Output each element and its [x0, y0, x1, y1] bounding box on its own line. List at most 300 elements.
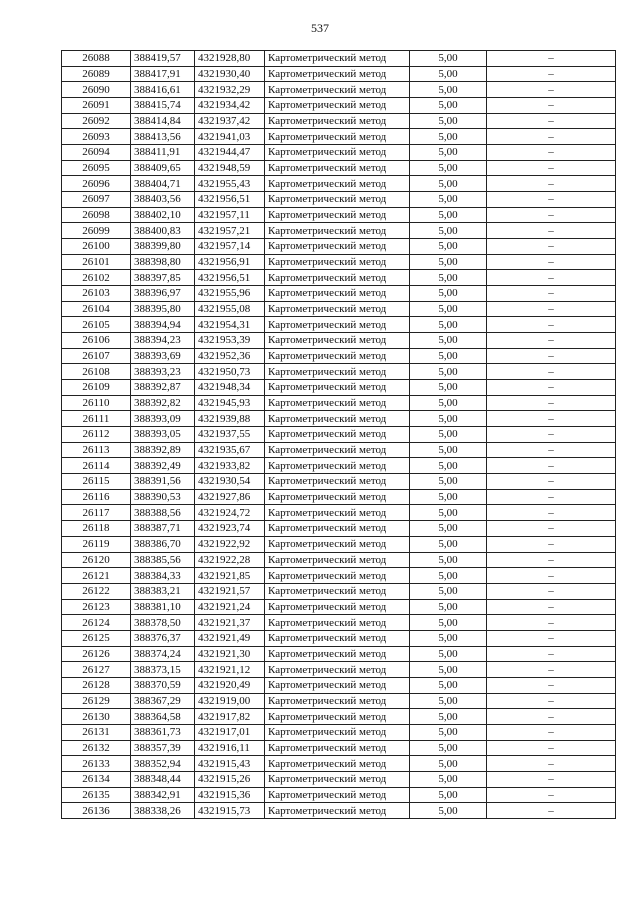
y-coordinate-cell: 4321950,73 — [195, 364, 265, 380]
table-row — [62, 615, 616, 631]
accuracy-cell: 5,00 — [410, 411, 487, 427]
method-cell: Картометрический метод — [265, 223, 410, 239]
point-number-cell: 26095 — [62, 160, 131, 176]
table-row — [62, 380, 616, 396]
table-row — [62, 505, 616, 521]
table-row — [62, 254, 616, 270]
accuracy-cell: 5,00 — [410, 66, 487, 82]
point-number-cell: 26097 — [62, 192, 131, 208]
note-cell: – — [487, 505, 616, 521]
y-coordinate-cell: 4321921,30 — [195, 646, 265, 662]
x-coordinate-cell: 388342,91 — [131, 787, 195, 803]
accuracy-cell: 5,00 — [410, 176, 487, 192]
table-row — [62, 442, 616, 458]
table-row — [62, 427, 616, 443]
point-number-cell: 26103 — [62, 286, 131, 302]
x-coordinate-cell: 388394,23 — [131, 333, 195, 349]
point-number-cell: 26096 — [62, 176, 131, 192]
method-cell: Картометрический метод — [265, 317, 410, 333]
table-row — [62, 239, 616, 255]
method-cell: Картометрический метод — [265, 239, 410, 255]
table-row — [62, 583, 616, 599]
table-row — [62, 709, 616, 725]
x-coordinate-cell: 388385,56 — [131, 552, 195, 568]
point-number-cell: 26127 — [62, 662, 131, 678]
note-cell: – — [487, 599, 616, 615]
y-coordinate-cell: 4321934,42 — [195, 98, 265, 114]
point-number-cell: 26120 — [62, 552, 131, 568]
point-number-cell: 26115 — [62, 474, 131, 490]
x-coordinate-cell: 388394,94 — [131, 317, 195, 333]
method-cell: Картометрический метод — [265, 98, 410, 114]
note-cell: – — [487, 98, 616, 114]
x-coordinate-cell: 388387,71 — [131, 521, 195, 537]
y-coordinate-cell: 4321921,49 — [195, 630, 265, 646]
x-coordinate-cell: 388414,84 — [131, 113, 195, 129]
table-row — [62, 458, 616, 474]
table-row — [62, 536, 616, 552]
point-number-cell: 26090 — [62, 82, 131, 98]
note-cell: – — [487, 317, 616, 333]
y-coordinate-cell: 4321922,28 — [195, 552, 265, 568]
method-cell: Картометрический метод — [265, 630, 410, 646]
note-cell: – — [487, 395, 616, 411]
method-cell: Картометрический метод — [265, 693, 410, 709]
accuracy-cell: 5,00 — [410, 458, 487, 474]
y-coordinate-cell: 4321927,86 — [195, 489, 265, 505]
x-coordinate-cell: 388384,33 — [131, 568, 195, 584]
y-coordinate-cell: 4321921,12 — [195, 662, 265, 678]
accuracy-cell: 5,00 — [410, 693, 487, 709]
accuracy-cell: 5,00 — [410, 756, 487, 772]
accuracy-cell: 5,00 — [410, 395, 487, 411]
point-number-cell: 26112 — [62, 427, 131, 443]
method-cell: Картометрический метод — [265, 787, 410, 803]
point-number-cell: 26101 — [62, 254, 131, 270]
accuracy-cell: 5,00 — [410, 301, 487, 317]
method-cell: Картометрический метод — [265, 536, 410, 552]
y-coordinate-cell: 4321921,37 — [195, 615, 265, 631]
accuracy-cell: 5,00 — [410, 427, 487, 443]
table-row — [62, 270, 616, 286]
y-coordinate-cell: 4321953,39 — [195, 333, 265, 349]
table-row — [62, 599, 616, 615]
method-cell: Картометрический метод — [265, 129, 410, 145]
accuracy-cell: 5,00 — [410, 709, 487, 725]
x-coordinate-cell: 388398,80 — [131, 254, 195, 270]
point-number-cell: 26099 — [62, 223, 131, 239]
note-cell: – — [487, 787, 616, 803]
accuracy-cell: 5,00 — [410, 51, 487, 67]
note-cell: – — [487, 630, 616, 646]
point-number-cell: 26104 — [62, 301, 131, 317]
point-number-cell: 26091 — [62, 98, 131, 114]
point-number-cell: 26113 — [62, 442, 131, 458]
note-cell: – — [487, 552, 616, 568]
y-coordinate-cell: 4321945,93 — [195, 395, 265, 411]
accuracy-cell: 5,00 — [410, 113, 487, 129]
method-cell: Картометрический метод — [265, 505, 410, 521]
accuracy-cell: 5,00 — [410, 489, 487, 505]
accuracy-cell: 5,00 — [410, 129, 487, 145]
method-cell: Картометрический метод — [265, 756, 410, 772]
point-number-cell: 26109 — [62, 380, 131, 396]
method-cell: Картометрический метод — [265, 662, 410, 678]
x-coordinate-cell: 388415,74 — [131, 98, 195, 114]
x-coordinate-cell: 388364,58 — [131, 709, 195, 725]
note-cell: – — [487, 380, 616, 396]
method-cell: Картометрический метод — [265, 646, 410, 662]
accuracy-cell: 5,00 — [410, 348, 487, 364]
accuracy-cell: 5,00 — [410, 724, 487, 740]
x-coordinate-cell: 388392,82 — [131, 395, 195, 411]
y-coordinate-cell: 4321952,36 — [195, 348, 265, 364]
point-number-cell: 26131 — [62, 724, 131, 740]
table-row — [62, 787, 616, 803]
table-row — [62, 51, 616, 67]
note-cell: – — [487, 489, 616, 505]
accuracy-cell: 5,00 — [410, 254, 487, 270]
point-number-cell: 26107 — [62, 348, 131, 364]
y-coordinate-cell: 4321928,80 — [195, 51, 265, 67]
x-coordinate-cell: 388393,09 — [131, 411, 195, 427]
page-number: 537 — [311, 21, 329, 35]
table-row — [62, 740, 616, 756]
note-cell: – — [487, 693, 616, 709]
table-row — [62, 489, 616, 505]
x-coordinate-cell: 388381,10 — [131, 599, 195, 615]
table-row — [62, 98, 616, 114]
note-cell: – — [487, 474, 616, 490]
accuracy-cell: 5,00 — [410, 239, 487, 255]
x-coordinate-cell: 388399,80 — [131, 239, 195, 255]
x-coordinate-cell: 388397,85 — [131, 270, 195, 286]
accuracy-cell: 5,00 — [410, 521, 487, 537]
accuracy-cell: 5,00 — [410, 192, 487, 208]
note-cell: – — [487, 536, 616, 552]
y-coordinate-cell: 4321955,96 — [195, 286, 265, 302]
table-row — [62, 411, 616, 427]
note-cell: – — [487, 254, 616, 270]
table-row — [62, 395, 616, 411]
table-row — [62, 82, 616, 98]
y-coordinate-cell: 4321921,57 — [195, 583, 265, 599]
x-coordinate-cell: 388386,70 — [131, 536, 195, 552]
method-cell: Картометрический метод — [265, 160, 410, 176]
accuracy-cell: 5,00 — [410, 803, 487, 819]
method-cell: Картометрический метод — [265, 709, 410, 725]
method-cell: Картометрический метод — [265, 51, 410, 67]
table-row — [62, 724, 616, 740]
y-coordinate-cell: 4321957,14 — [195, 239, 265, 255]
x-coordinate-cell: 388392,87 — [131, 380, 195, 396]
y-coordinate-cell: 4321944,47 — [195, 145, 265, 161]
y-coordinate-cell: 4321919,00 — [195, 693, 265, 709]
x-coordinate-cell: 388409,65 — [131, 160, 195, 176]
x-coordinate-cell: 388393,69 — [131, 348, 195, 364]
x-coordinate-cell: 388373,15 — [131, 662, 195, 678]
point-number-cell: 26098 — [62, 207, 131, 223]
method-cell: Картометрический метод — [265, 207, 410, 223]
note-cell: – — [487, 129, 616, 145]
point-number-cell: 26129 — [62, 693, 131, 709]
method-cell: Картометрический метод — [265, 583, 410, 599]
point-number-cell: 26110 — [62, 395, 131, 411]
accuracy-cell: 5,00 — [410, 82, 487, 98]
note-cell: – — [487, 66, 616, 82]
accuracy-cell: 5,00 — [410, 270, 487, 286]
point-number-cell: 26089 — [62, 66, 131, 82]
accuracy-cell: 5,00 — [410, 317, 487, 333]
y-coordinate-cell: 4321923,74 — [195, 521, 265, 537]
x-coordinate-cell: 388392,49 — [131, 458, 195, 474]
x-coordinate-cell: 388393,23 — [131, 364, 195, 380]
y-coordinate-cell: 4321921,24 — [195, 599, 265, 615]
note-cell: – — [487, 646, 616, 662]
note-cell: – — [487, 458, 616, 474]
accuracy-cell: 5,00 — [410, 646, 487, 662]
method-cell: Картометрический метод — [265, 677, 410, 693]
method-cell: Картометрический метод — [265, 803, 410, 819]
x-coordinate-cell: 388357,39 — [131, 740, 195, 756]
note-cell: – — [487, 364, 616, 380]
point-number-cell: 26121 — [62, 568, 131, 584]
point-number-cell: 26100 — [62, 239, 131, 255]
point-number-cell: 26134 — [62, 771, 131, 787]
point-number-cell: 26136 — [62, 803, 131, 819]
y-coordinate-cell: 4321915,36 — [195, 787, 265, 803]
table-row — [62, 677, 616, 693]
note-cell: – — [487, 192, 616, 208]
y-coordinate-cell: 4321935,67 — [195, 442, 265, 458]
note-cell: – — [487, 427, 616, 443]
y-coordinate-cell: 4321955,43 — [195, 176, 265, 192]
table-row — [62, 756, 616, 772]
table-row — [62, 160, 616, 176]
x-coordinate-cell: 388390,53 — [131, 489, 195, 505]
method-cell: Картометрический метод — [265, 333, 410, 349]
point-number-cell: 26106 — [62, 333, 131, 349]
y-coordinate-cell: 4321956,91 — [195, 254, 265, 270]
y-coordinate-cell: 4321915,73 — [195, 803, 265, 819]
note-cell: – — [487, 724, 616, 740]
x-coordinate-cell: 388383,21 — [131, 583, 195, 599]
note-cell: – — [487, 568, 616, 584]
note-cell: – — [487, 411, 616, 427]
accuracy-cell: 5,00 — [410, 615, 487, 631]
point-number-cell: 26102 — [62, 270, 131, 286]
point-number-cell: 26088 — [62, 51, 131, 67]
x-coordinate-cell: 388378,50 — [131, 615, 195, 631]
y-coordinate-cell: 4321957,21 — [195, 223, 265, 239]
table-row — [62, 693, 616, 709]
note-cell: – — [487, 286, 616, 302]
table-row — [62, 630, 616, 646]
note-cell: – — [487, 113, 616, 129]
y-coordinate-cell: 4321956,51 — [195, 270, 265, 286]
x-coordinate-cell: 388392,89 — [131, 442, 195, 458]
accuracy-cell: 5,00 — [410, 630, 487, 646]
note-cell: – — [487, 442, 616, 458]
y-coordinate-cell: 4321917,01 — [195, 724, 265, 740]
y-coordinate-cell: 4321937,55 — [195, 427, 265, 443]
accuracy-cell: 5,00 — [410, 223, 487, 239]
table-row — [62, 286, 616, 302]
point-number-cell: 26130 — [62, 709, 131, 725]
point-number-cell: 26128 — [62, 677, 131, 693]
method-cell: Картометрический метод — [265, 599, 410, 615]
note-cell: – — [487, 333, 616, 349]
x-coordinate-cell: 388348,44 — [131, 771, 195, 787]
y-coordinate-cell: 4321948,59 — [195, 160, 265, 176]
method-cell: Картометрический метод — [265, 489, 410, 505]
table-row — [62, 348, 616, 364]
accuracy-cell: 5,00 — [410, 364, 487, 380]
accuracy-cell: 5,00 — [410, 442, 487, 458]
method-cell: Картометрический метод — [265, 145, 410, 161]
table-row — [62, 771, 616, 787]
accuracy-cell: 5,00 — [410, 380, 487, 396]
accuracy-cell: 5,00 — [410, 505, 487, 521]
point-number-cell: 26132 — [62, 740, 131, 756]
note-cell: – — [487, 662, 616, 678]
note-cell: – — [487, 176, 616, 192]
table-row — [62, 129, 616, 145]
note-cell: – — [487, 521, 616, 537]
accuracy-cell: 5,00 — [410, 568, 487, 584]
x-coordinate-cell: 388403,56 — [131, 192, 195, 208]
note-cell: – — [487, 771, 616, 787]
accuracy-cell: 5,00 — [410, 771, 487, 787]
y-coordinate-cell: 4321955,08 — [195, 301, 265, 317]
table-row — [62, 145, 616, 161]
x-coordinate-cell: 388393,05 — [131, 427, 195, 443]
point-number-cell: 26135 — [62, 787, 131, 803]
accuracy-cell: 5,00 — [410, 787, 487, 803]
method-cell: Картометрический метод — [265, 286, 410, 302]
table-row — [62, 803, 616, 819]
method-cell: Картометрический метод — [265, 82, 410, 98]
point-number-cell: 26118 — [62, 521, 131, 537]
point-number-cell: 26117 — [62, 505, 131, 521]
accuracy-cell: 5,00 — [410, 662, 487, 678]
point-number-cell: 26123 — [62, 599, 131, 615]
method-cell: Картометрический метод — [265, 395, 410, 411]
x-coordinate-cell: 388416,61 — [131, 82, 195, 98]
method-cell: Картометрический метод — [265, 364, 410, 380]
method-cell: Картометрический метод — [265, 254, 410, 270]
method-cell: Картометрический метод — [265, 66, 410, 82]
x-coordinate-cell: 388395,80 — [131, 301, 195, 317]
note-cell: – — [487, 51, 616, 67]
point-number-cell: 26133 — [62, 756, 131, 772]
y-coordinate-cell: 4321930,54 — [195, 474, 265, 490]
y-coordinate-cell: 4321930,40 — [195, 66, 265, 82]
y-coordinate-cell: 4321922,92 — [195, 536, 265, 552]
table-row — [62, 364, 616, 380]
x-coordinate-cell: 388411,91 — [131, 145, 195, 161]
y-coordinate-cell: 4321954,31 — [195, 317, 265, 333]
table-row — [62, 568, 616, 584]
point-number-cell: 26122 — [62, 583, 131, 599]
table-row — [62, 474, 616, 490]
table-row — [62, 317, 616, 333]
note-cell: – — [487, 756, 616, 772]
table-row — [62, 192, 616, 208]
point-number-cell: 26093 — [62, 129, 131, 145]
note-cell: – — [487, 301, 616, 317]
method-cell: Картометрический метод — [265, 740, 410, 756]
x-coordinate-cell: 388361,73 — [131, 724, 195, 740]
coordinates-table-body — [62, 51, 616, 819]
y-coordinate-cell: 4321916,11 — [195, 740, 265, 756]
y-coordinate-cell: 4321948,34 — [195, 380, 265, 396]
method-cell: Картометрический метод — [265, 552, 410, 568]
accuracy-cell: 5,00 — [410, 536, 487, 552]
note-cell: – — [487, 583, 616, 599]
x-coordinate-cell: 388370,59 — [131, 677, 195, 693]
accuracy-cell: 5,00 — [410, 583, 487, 599]
table-row — [62, 176, 616, 192]
x-coordinate-cell: 388352,94 — [131, 756, 195, 772]
table-row — [62, 223, 616, 239]
point-number-cell: 26108 — [62, 364, 131, 380]
point-number-cell: 26092 — [62, 113, 131, 129]
table-row — [62, 521, 616, 537]
x-coordinate-cell: 388338,26 — [131, 803, 195, 819]
method-cell: Картометрический метод — [265, 427, 410, 443]
note-cell: – — [487, 82, 616, 98]
coordinates-table — [61, 50, 616, 819]
accuracy-cell: 5,00 — [410, 207, 487, 223]
x-coordinate-cell: 388376,37 — [131, 630, 195, 646]
note-cell: – — [487, 223, 616, 239]
y-coordinate-cell: 4321941,03 — [195, 129, 265, 145]
method-cell: Картометрический метод — [265, 380, 410, 396]
method-cell: Картометрический метод — [265, 113, 410, 129]
table-row — [62, 333, 616, 349]
accuracy-cell: 5,00 — [410, 677, 487, 693]
accuracy-cell: 5,00 — [410, 333, 487, 349]
accuracy-cell: 5,00 — [410, 286, 487, 302]
accuracy-cell: 5,00 — [410, 98, 487, 114]
note-cell: – — [487, 160, 616, 176]
point-number-cell: 26119 — [62, 536, 131, 552]
x-coordinate-cell: 388419,57 — [131, 51, 195, 67]
y-coordinate-cell: 4321932,29 — [195, 82, 265, 98]
x-coordinate-cell: 388388,56 — [131, 505, 195, 521]
accuracy-cell: 5,00 — [410, 599, 487, 615]
x-coordinate-cell: 388404,71 — [131, 176, 195, 192]
accuracy-cell: 5,00 — [410, 160, 487, 176]
table-row — [62, 66, 616, 82]
method-cell: Картометрический метод — [265, 270, 410, 286]
table-row — [62, 113, 616, 129]
note-cell: – — [487, 145, 616, 161]
x-coordinate-cell: 388417,91 — [131, 66, 195, 82]
table-row — [62, 662, 616, 678]
note-cell: – — [487, 207, 616, 223]
x-coordinate-cell: 388374,24 — [131, 646, 195, 662]
x-coordinate-cell: 388391,56 — [131, 474, 195, 490]
x-coordinate-cell: 388396,97 — [131, 286, 195, 302]
y-coordinate-cell: 4321921,85 — [195, 568, 265, 584]
note-cell: – — [487, 615, 616, 631]
method-cell: Картометрический метод — [265, 301, 410, 317]
accuracy-cell: 5,00 — [410, 145, 487, 161]
point-number-cell: 26094 — [62, 145, 131, 161]
y-coordinate-cell: 4321917,82 — [195, 709, 265, 725]
